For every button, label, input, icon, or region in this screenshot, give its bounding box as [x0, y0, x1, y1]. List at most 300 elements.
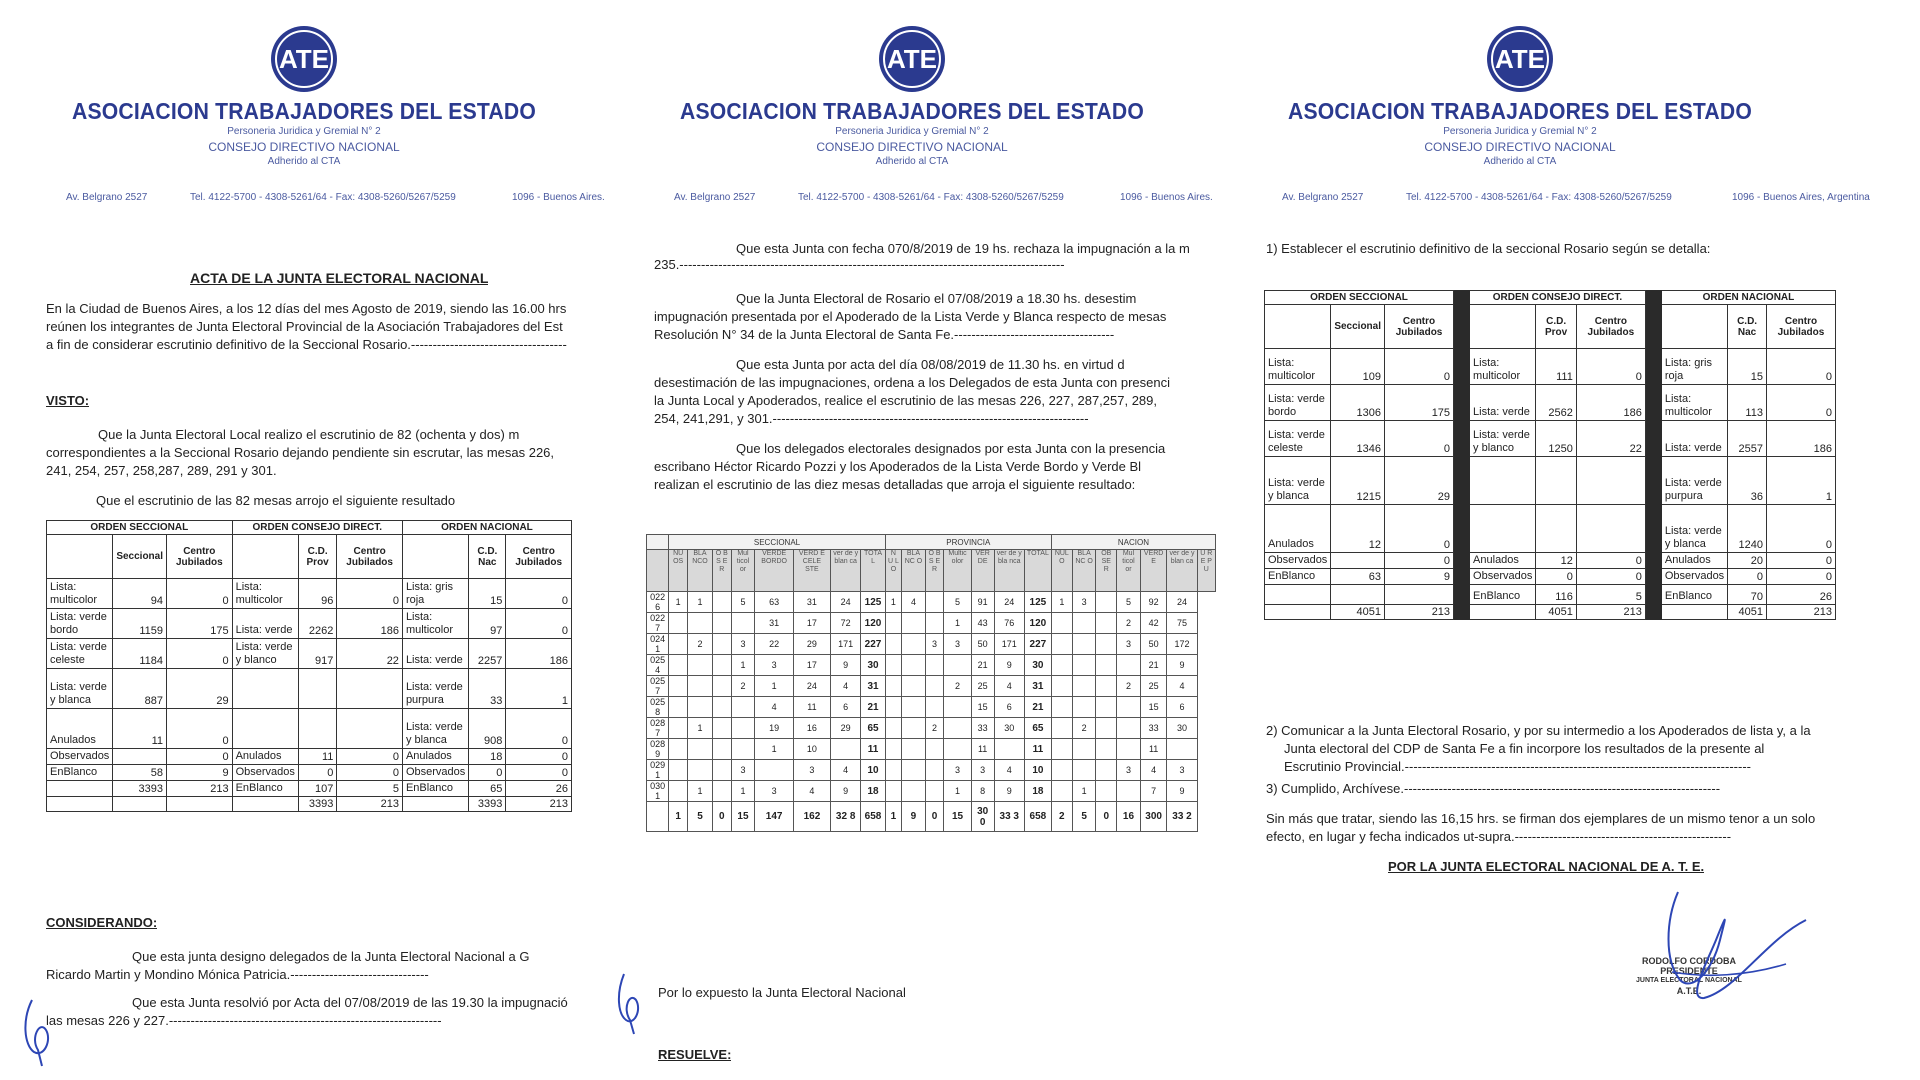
value-cell: 43 — [971, 613, 994, 634]
table-row — [1265, 421, 1836, 457]
value-cell: 1 — [944, 781, 971, 802]
result-intro: Que el escrutinio de las 82 mesas arrojo el siguiente resultado — [96, 493, 456, 508]
value-cell: 65 — [1024, 718, 1051, 739]
value-cell — [669, 655, 688, 676]
table-row — [47, 579, 572, 609]
value-cell: 116 — [1536, 585, 1576, 605]
column-header: Mul ticol or — [731, 550, 755, 592]
value-cell: 1 — [1051, 592, 1072, 613]
value-cell: 10 — [861, 760, 885, 781]
paragraph-line: Resolución N° 34 de la Junta Electoral de Santa Fe.------------------------------------- — [654, 327, 1115, 342]
column-header: NUL O — [1051, 550, 1072, 592]
value-cell — [902, 781, 926, 802]
value-cell: 1250 — [1536, 421, 1576, 457]
column-header: Centro Jubilados — [1766, 305, 1835, 349]
value-cell: 9 — [831, 655, 861, 676]
value-cell: 31 — [755, 613, 793, 634]
value-cell: 29 — [1385, 457, 1454, 505]
stamp-name: RODOLFO CORDOBA — [1642, 956, 1736, 966]
value-cell: 917 — [298, 639, 336, 669]
letterhead — [1216, 24, 1824, 169]
value-cell: 7 — [1140, 781, 1166, 802]
value-cell: 50 — [1140, 634, 1166, 655]
value-cell — [712, 697, 731, 718]
value-cell — [885, 781, 901, 802]
value-cell: 1 — [687, 781, 712, 802]
address: Av. Belgrano 2527 — [1282, 192, 1364, 203]
value-cell: 29 — [831, 718, 861, 739]
visto-heading: VISTO: — [46, 393, 90, 408]
value-cell — [1096, 634, 1117, 655]
value-cell: 0 — [506, 765, 572, 781]
mesa-number: 022 7 — [647, 613, 669, 634]
value-cell — [994, 739, 1024, 760]
intro-line: reúnen los integrantes de Junta Electoral Provincial de la Asociación Trabajadores del Est — [46, 319, 563, 334]
value-cell: 0 — [337, 749, 403, 765]
value-cell — [1167, 739, 1197, 760]
address: Av. Belgrano 2527 — [674, 192, 756, 203]
value-cell — [1096, 739, 1117, 760]
row-label: Lista: verde — [402, 639, 468, 669]
value-cell — [687, 760, 712, 781]
paragraph-line: 254, 241,291, y 301.------------------------------------------------------------------------- — [654, 411, 1089, 426]
value-cell — [1096, 760, 1117, 781]
total-cell: 5 — [687, 802, 712, 832]
value-cell — [669, 718, 688, 739]
column-header: ver de y bla nca — [994, 550, 1024, 592]
mesa-number: 030 1 — [647, 781, 669, 802]
value-cell: 30 — [994, 718, 1024, 739]
row-label: Lista: verde y blanco — [232, 639, 298, 669]
total-cell: 1 — [885, 802, 901, 832]
paragraph-line: Que los delegados electorales designados por esta Junta con la presencia — [736, 441, 1166, 456]
value-cell: 63 — [755, 592, 793, 613]
value-cell: 0 — [1576, 569, 1645, 585]
value-cell — [731, 613, 755, 634]
row-label — [232, 669, 298, 709]
total-cell: 15 — [944, 802, 971, 832]
value-cell: 908 — [469, 709, 506, 749]
value-cell: 72 — [831, 613, 861, 634]
row-label: EnBlanco — [1661, 585, 1727, 605]
value-cell — [925, 760, 944, 781]
closing-line: Por lo expuesto la Junta Electoral Nacional — [658, 985, 906, 1000]
value-cell — [885, 613, 901, 634]
table-row — [647, 718, 1216, 739]
letterhead-line1: Personeria Juridica y Gremial N° 2 — [835, 126, 989, 137]
column-header: BLA NCO — [687, 550, 712, 592]
group-header: ORDEN SECCIONAL — [47, 521, 233, 535]
value-cell — [1096, 697, 1117, 718]
row-label: Observados — [1661, 569, 1727, 585]
value-cell: 171 — [994, 634, 1024, 655]
mesa-number: 029 1 — [647, 760, 669, 781]
stamp-org: JUNTA ELECTORAL NACIONAL — [1636, 977, 1742, 984]
considerando-line: Que esta junta designo delegados de la Junta Electoral Nacional a G — [132, 949, 530, 964]
table-separator — [1454, 553, 1470, 569]
results-table-82-mesas — [46, 520, 572, 812]
paragraph-line: la Junta Local y Apoderados, realice el escrutinio de las mesas 226, 227, 287,257, 289, — [654, 393, 1157, 408]
value-cell: 0 — [1385, 421, 1454, 457]
value-cell: 227 — [861, 634, 885, 655]
value-cell: 18 — [861, 781, 885, 802]
value-cell — [885, 676, 901, 697]
value-cell: 3 — [731, 760, 755, 781]
value-cell: 15 — [971, 697, 994, 718]
considerando-heading: CONSIDERANDO: — [46, 915, 158, 930]
value-cell: 31 — [861, 676, 885, 697]
value-cell: 125 — [861, 592, 885, 613]
column-header: C.D. Nac — [1728, 305, 1767, 349]
row-label: Lista: verde — [1470, 385, 1536, 421]
value-cell — [669, 739, 688, 760]
value-cell: 76 — [994, 613, 1024, 634]
value-cell — [1051, 739, 1072, 760]
value-cell — [669, 613, 688, 634]
row-label: Lista: verde bordo — [47, 609, 113, 639]
value-cell: 107 — [298, 781, 336, 797]
value-cell: 111 — [1536, 349, 1576, 385]
value-cell — [902, 739, 926, 760]
value-cell: 2 — [1072, 718, 1096, 739]
value-cell — [712, 655, 731, 676]
table-row — [1265, 569, 1836, 585]
value-cell: 1 — [506, 669, 572, 709]
value-cell — [925, 613, 944, 634]
table-separator — [1645, 457, 1661, 505]
value-cell: 11 — [298, 749, 336, 765]
value-cell — [1051, 760, 1072, 781]
column-header: NU OS — [669, 550, 688, 592]
value-cell: 1159 — [113, 609, 167, 639]
row-label — [1470, 505, 1536, 553]
group-header: ORDEN CONSEJO DIRECT. — [1470, 291, 1646, 305]
total-cell: 2 — [1051, 802, 1072, 832]
value-cell — [669, 676, 688, 697]
table-separator — [1645, 585, 1661, 605]
value-cell: 5 — [1576, 585, 1645, 605]
value-cell: 0 — [337, 765, 403, 781]
value-cell: 213 — [337, 797, 403, 812]
table-row — [647, 613, 1216, 634]
table-separator — [1454, 421, 1470, 457]
value-cell: 25 — [971, 676, 994, 697]
logo-text: ATE — [886, 44, 938, 74]
value-cell — [902, 634, 926, 655]
value-cell: 3393 — [469, 797, 506, 812]
value-cell: 0 — [167, 749, 233, 765]
value-cell — [669, 697, 688, 718]
group-header: NACION — [1051, 535, 1215, 550]
total-cell: 32 8 — [831, 802, 861, 832]
item-2-line: Escrutinio Provincial.-------------------------------------------------------------------------------- — [1284, 759, 1751, 774]
value-cell — [1117, 697, 1141, 718]
value-cell: 4 — [1167, 676, 1197, 697]
total-cell: 1 — [669, 802, 688, 832]
value-cell — [925, 697, 944, 718]
row-label: Lista: verde bordo — [1265, 385, 1331, 421]
row-label: Lista: gris roja — [1661, 349, 1727, 385]
group-header: ORDEN SECCIONAL — [1265, 291, 1454, 305]
value-cell: 4051 — [1728, 605, 1767, 620]
value-cell: 19 — [755, 718, 793, 739]
value-cell: 58 — [113, 765, 167, 781]
value-cell — [113, 797, 167, 812]
letterhead-line2: CONSEJO DIRECTIVO NACIONAL — [816, 140, 1008, 154]
value-cell — [712, 760, 731, 781]
value-cell — [1096, 718, 1117, 739]
letterhead-line3: Adherido al CTA — [267, 156, 341, 167]
phone: Tel. 4122-5700 - 4308-5261/64 - Fax: 4308-5260/5267/5259 — [190, 192, 456, 203]
signature-heading: POR LA JUNTA ELECTORAL NACIONAL DE A. T. E. — [1388, 859, 1705, 874]
value-cell: 3 — [925, 634, 944, 655]
row-label: Anulados — [1470, 553, 1536, 569]
value-cell: 2 — [1117, 676, 1141, 697]
value-cell: 33 — [971, 718, 994, 739]
table-row — [47, 609, 572, 639]
value-cell — [885, 697, 901, 718]
value-cell: 4 — [831, 676, 861, 697]
row-label — [232, 709, 298, 749]
value-cell: 1 — [731, 655, 755, 676]
value-cell: 0 — [1766, 505, 1835, 553]
value-cell: 1 — [687, 718, 712, 739]
row-label: Anulados — [1265, 505, 1331, 553]
group-header: ORDEN NACIONAL — [1661, 291, 1835, 305]
total-cell: 147 — [755, 802, 793, 832]
value-cell — [1096, 781, 1117, 802]
value-cell: 213 — [1385, 605, 1454, 620]
column-header: VERD E CELE STE — [793, 550, 830, 592]
value-cell: 94 — [113, 579, 167, 609]
value-cell: 125 — [1024, 592, 1051, 613]
table-row — [1265, 585, 1836, 605]
row-label: Lista: multicolor — [402, 609, 468, 639]
row-label: EnBlanco — [47, 765, 113, 781]
value-cell — [1385, 585, 1454, 605]
item-2-line: Junta electoral del CDP de Santa Fe a fin incorpore los resultados de la presente al — [1284, 741, 1765, 756]
value-cell: 1 — [755, 739, 793, 760]
table-row — [1265, 605, 1836, 620]
closing-line: Sin más que tratar, siendo las 16,15 hrs. se firman dos ejemplares de un mismo tenor a un solo — [1266, 811, 1816, 826]
value-cell: 4 — [1140, 760, 1166, 781]
table-separator — [1645, 421, 1661, 457]
value-cell: 8 — [971, 781, 994, 802]
letterhead-line2: CONSEJO DIRECTIVO NACIONAL — [1424, 140, 1616, 154]
value-cell — [687, 697, 712, 718]
value-cell: 0 — [506, 579, 572, 609]
initials-signature — [608, 968, 658, 1038]
value-cell: 31 — [1024, 676, 1051, 697]
row-label: EnBlanco — [232, 781, 298, 797]
header-cell — [1470, 305, 1536, 349]
value-cell: 3 — [755, 781, 793, 802]
org-name: ASOCIACION TRABAJADORES DEL ESTADO — [680, 98, 1144, 124]
header-cell — [232, 535, 298, 579]
value-cell — [902, 760, 926, 781]
value-cell: 5 — [1117, 592, 1141, 613]
value-cell — [885, 634, 901, 655]
value-cell — [1072, 613, 1096, 634]
document-page-2 — [608, 0, 1216, 1080]
value-cell: 0 — [506, 709, 572, 749]
value-cell: 16 — [793, 718, 830, 739]
value-cell — [337, 669, 403, 709]
value-cell: 3 — [944, 760, 971, 781]
row-label — [402, 797, 468, 812]
header-cell — [1265, 305, 1331, 349]
org-name: ASOCIACION TRABAJADORES DEL ESTADO — [72, 98, 536, 124]
row-label: EnBlanco — [402, 781, 468, 797]
value-cell: 1 — [669, 592, 688, 613]
value-cell — [1096, 655, 1117, 676]
value-cell — [831, 739, 861, 760]
item-1: 1) Establecer el escrutinio definitivo de la seccional Rosario según se detalla: — [1266, 241, 1711, 256]
column-header: Centro Jubilados — [337, 535, 403, 579]
total-cell: 0 — [712, 802, 731, 832]
value-cell — [337, 709, 403, 749]
table-row — [647, 760, 1216, 781]
intro-line: a fin de considerar escrutinio definitivo de la Seccional Rosario.------------------------------------ — [46, 337, 567, 352]
value-cell: 11 — [113, 709, 167, 749]
initials-signature — [12, 990, 72, 1070]
value-cell — [885, 760, 901, 781]
value-cell: 6 — [994, 697, 1024, 718]
column-header: U R E P U — [1197, 550, 1215, 592]
row-label: Lista: verde — [232, 609, 298, 639]
value-cell — [1536, 505, 1576, 553]
table-row — [47, 669, 572, 709]
paragraph-line: Que esta Junta con fecha 070/8/2019 de 19 hs. rechaza la impugnación a la m — [736, 241, 1190, 256]
value-cell: 0 — [1766, 569, 1835, 585]
row-label — [1265, 605, 1331, 620]
row-label: Anulados — [402, 749, 468, 765]
value-cell: 1346 — [1331, 421, 1385, 457]
value-cell: 50 — [971, 634, 994, 655]
row-label: Lista: verde celeste — [47, 639, 113, 669]
header-cell — [47, 535, 113, 579]
president-signature — [1616, 880, 1816, 1020]
value-cell: 30 — [1167, 718, 1197, 739]
row-label: Lista: gris roja — [402, 579, 468, 609]
total-row — [647, 802, 1216, 832]
table-separator — [1454, 349, 1470, 385]
table-separator — [1454, 291, 1470, 305]
row-label: Anulados — [232, 749, 298, 765]
value-cell: 21 — [971, 655, 994, 676]
value-cell: 21 — [1024, 697, 1051, 718]
considerando-line: Que esta Junta resolvió por Acta del 07/08/2019 de las 19.30 la impugnació — [132, 995, 568, 1010]
value-cell — [712, 634, 731, 655]
value-cell: 0 — [167, 709, 233, 749]
value-cell: 22 — [755, 634, 793, 655]
value-cell — [755, 760, 793, 781]
value-cell — [1051, 655, 1072, 676]
table-row — [47, 749, 572, 765]
total-cell: 300 — [1140, 802, 1166, 832]
value-cell — [902, 676, 926, 697]
document-page-3 — [1216, 0, 1920, 1080]
value-cell: 9 — [994, 655, 1024, 676]
document-page-1 — [0, 0, 608, 1080]
value-cell: 0 — [1576, 349, 1645, 385]
mesas-scrutiny-grid — [646, 534, 1216, 832]
value-cell: 10 — [793, 739, 830, 760]
value-cell — [1072, 676, 1096, 697]
paragraph-line: escribano Héctor Ricardo Pozzi y los Apoderados de la Lista Verde Bordo y Verde Bl — [654, 459, 1142, 474]
value-cell: 11 — [1140, 739, 1166, 760]
total-cell: 162 — [793, 802, 830, 832]
value-cell: 0 — [298, 765, 336, 781]
value-cell — [1536, 457, 1576, 505]
table-separator — [1645, 569, 1661, 585]
value-cell — [669, 634, 688, 655]
row-label: Observados — [1470, 569, 1536, 585]
value-cell: 2262 — [298, 609, 336, 639]
total-cell: 15 — [731, 802, 755, 832]
table-row — [47, 639, 572, 669]
value-cell: 3 — [755, 655, 793, 676]
table-separator — [1454, 505, 1470, 553]
city: 1096 - Buenos Aires. — [512, 192, 605, 203]
ate-logo — [1485, 24, 1555, 94]
value-cell: 18 — [469, 749, 506, 765]
value-cell: 21 — [1140, 655, 1166, 676]
value-cell: 3393 — [113, 781, 167, 797]
letterhead-line3: Adherido al CTA — [1483, 156, 1557, 167]
value-cell — [1051, 697, 1072, 718]
value-cell — [1096, 676, 1117, 697]
table-separator — [1454, 585, 1470, 605]
value-cell — [925, 739, 944, 760]
value-cell: 1 — [687, 592, 712, 613]
row-label: Lista: verde — [1661, 421, 1727, 457]
value-cell: 5 — [731, 592, 755, 613]
paragraph-line: 235.----------------------------------------------------------------------------------------- — [654, 257, 1065, 272]
value-cell: 70 — [1728, 585, 1767, 605]
value-cell: 0 — [1385, 349, 1454, 385]
table-row — [1265, 385, 1836, 421]
column-header: BLA NC O — [1072, 550, 1096, 592]
value-cell: 0 — [167, 639, 233, 669]
table-separator — [1454, 457, 1470, 505]
value-cell: 1 — [944, 613, 971, 634]
value-cell — [885, 655, 901, 676]
value-cell: 172 — [1167, 634, 1197, 655]
row-label: EnBlanco — [1265, 569, 1331, 585]
value-cell: 2 — [1117, 613, 1141, 634]
column-header: TOTA L — [861, 550, 885, 592]
value-cell: 42 — [1140, 613, 1166, 634]
value-cell — [1331, 553, 1385, 569]
value-cell: 1 — [755, 676, 793, 697]
column-header: Centro Jubilados — [1576, 305, 1645, 349]
value-cell — [712, 592, 731, 613]
value-cell: 2 — [687, 634, 712, 655]
column-header: O B S E R — [712, 550, 731, 592]
table-separator — [1645, 385, 1661, 421]
total-cell: 16 — [1117, 802, 1141, 832]
value-cell — [1051, 676, 1072, 697]
value-cell: 4051 — [1536, 605, 1576, 620]
value-cell: 2257 — [469, 639, 506, 669]
value-cell: 4051 — [1331, 605, 1385, 620]
table-row — [647, 634, 1216, 655]
value-cell — [1051, 613, 1072, 634]
value-cell — [1051, 781, 1072, 802]
column-header: OB SE R — [1096, 550, 1117, 592]
value-cell: 15 — [1140, 697, 1166, 718]
